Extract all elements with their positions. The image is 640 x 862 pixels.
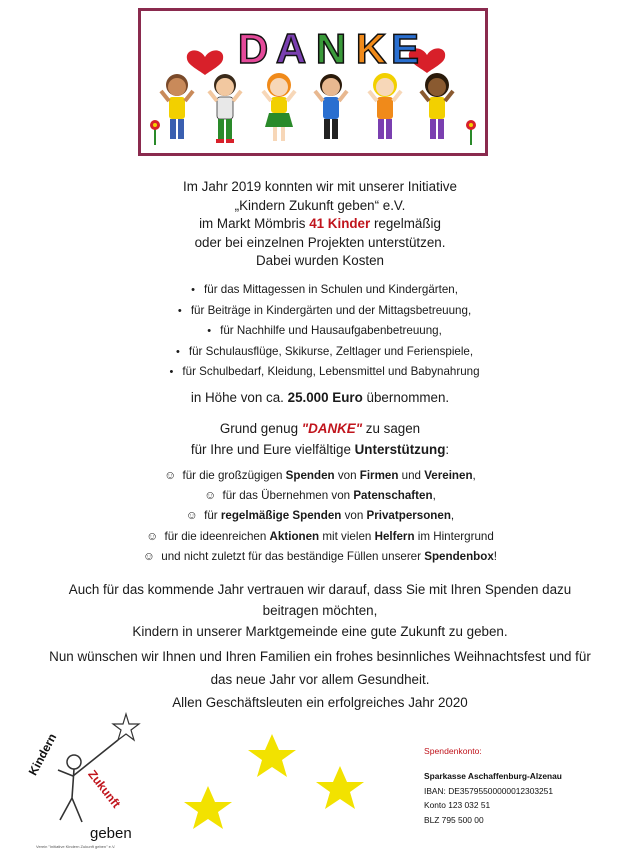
closing-line: Auch für das kommende Jahr vertrauen wir darauf, dass Sie mit Ihren Spenden dazu bbox=[68, 582, 572, 597]
child-figure bbox=[369, 73, 401, 139]
banner-letter: A bbox=[275, 25, 307, 72]
intro-line3-suffix: regelmäßig bbox=[370, 216, 441, 232]
text-part: und nicht zuletzt für das beständige Füllen unserer bbox=[161, 549, 425, 563]
intro-line bbox=[0, 215, 640, 234]
bank-account-title: Spendenkonto: bbox=[424, 746, 482, 756]
logo-word-geben: geben bbox=[90, 825, 132, 842]
thanks-heading bbox=[0, 418, 640, 460]
list-item bbox=[0, 486, 640, 506]
text-part: , bbox=[450, 509, 455, 523]
cost-total bbox=[0, 389, 640, 408]
organization-logo bbox=[14, 712, 144, 852]
text-part: für die ideenreichen bbox=[164, 529, 270, 543]
thanks-line1-prefix: Grund genug bbox=[219, 421, 302, 436]
cost-list bbox=[0, 280, 640, 383]
thanks-list bbox=[0, 466, 640, 567]
bank-name: Sparkasse Aschaffenburg-Alzenau bbox=[424, 771, 562, 782]
cost-total-prefix: in Höhe von ca. bbox=[190, 390, 288, 405]
text-part: , bbox=[472, 469, 476, 482]
star-icon bbox=[184, 786, 232, 829]
child-figure bbox=[421, 73, 453, 139]
danke-quote: "DANKE" bbox=[301, 421, 363, 436]
logo-word-kindern: Kindern bbox=[25, 731, 60, 778]
list-item bbox=[0, 547, 640, 567]
smiley-icon: ☺ bbox=[185, 509, 198, 523]
list-item-text: für Beiträge in Kindergärten und der Mittagsbetreuung, bbox=[190, 303, 472, 317]
thanks-line bbox=[0, 439, 640, 460]
banner-letter: D bbox=[237, 25, 269, 72]
cost-total-suffix: übernommen. bbox=[362, 390, 450, 405]
logo-figure-head bbox=[67, 755, 81, 769]
bullet-icon: • bbox=[191, 284, 195, 296]
star-icon bbox=[248, 734, 296, 777]
wishes-line: das neue Jahr vor allem Gesundheit. bbox=[210, 672, 430, 687]
text-part: und bbox=[398, 469, 425, 482]
text-part: Aktionen bbox=[269, 529, 320, 543]
text-part: Spendenbox bbox=[424, 549, 494, 563]
banner-letter: N bbox=[315, 25, 347, 72]
list-item bbox=[0, 466, 640, 486]
text-part: von bbox=[341, 509, 367, 523]
child-figure bbox=[161, 74, 193, 139]
closing-paragraph bbox=[0, 579, 640, 642]
text-part: Vereinen bbox=[424, 469, 473, 482]
text-part: für bbox=[204, 509, 221, 523]
list-item bbox=[0, 527, 640, 547]
list-item bbox=[0, 506, 640, 526]
wishes-line: Nun wünschen wir Ihnen und Ihren Familien ein frohes besinnliches Weihnachtsfest und für bbox=[49, 649, 591, 664]
list-item bbox=[0, 280, 640, 301]
text-part: Patenschaften bbox=[353, 489, 433, 503]
list-item bbox=[0, 342, 640, 363]
account-number: Konto 123 032 51 bbox=[424, 800, 491, 811]
text-part: Firmen bbox=[359, 469, 399, 482]
intro-line3-prefix: im Markt Mömbris bbox=[199, 216, 310, 232]
text-part: von bbox=[334, 469, 360, 482]
child-figure bbox=[209, 74, 241, 143]
banner-letter: E bbox=[390, 25, 420, 72]
banner-letter: K bbox=[355, 25, 387, 72]
thanks-line2-prefix: für Ihre und Eure vielfältige bbox=[190, 442, 355, 457]
thanks-line1-suffix: zu sagen bbox=[362, 421, 421, 436]
list-item bbox=[0, 321, 640, 342]
list-item bbox=[0, 301, 640, 322]
logo-star-icon bbox=[113, 714, 139, 740]
list-item-text: für Schulbedarf, Kleidung, Lebensmittel und Babynahrung bbox=[182, 365, 480, 378]
intro-paragraph bbox=[0, 178, 640, 271]
intro-line: „Kindern Zukunft geben“ e.V. bbox=[234, 197, 406, 213]
text-part: im Hintergrund bbox=[414, 529, 494, 543]
closing-line: beitragen möchten, bbox=[262, 603, 378, 618]
bank-code: BLZ 795 500 00 bbox=[424, 814, 484, 825]
bullet-icon: • bbox=[207, 325, 212, 337]
smiley-icon: ☺ bbox=[164, 469, 177, 482]
intro-line: Im Jahr 2019 konnten wir mit unserer Initiative bbox=[183, 179, 457, 194]
text-part: Spenden bbox=[285, 469, 335, 482]
stars-decoration bbox=[180, 732, 380, 842]
text-part: für das Übernehmen von bbox=[222, 489, 354, 503]
smiley-icon: ☺ bbox=[204, 489, 217, 503]
text-part: , bbox=[432, 489, 436, 503]
text-part: Privatpersonen bbox=[366, 509, 451, 523]
thanks-line bbox=[0, 418, 640, 439]
children-count: 41 Kinder bbox=[309, 216, 371, 232]
flower-icon bbox=[466, 120, 476, 145]
cost-total-amount: 25.000 Euro bbox=[287, 390, 363, 405]
thanks-line2-suffix: : bbox=[445, 442, 450, 457]
wishes-line: Allen Geschäftsleuten ein erfolgreiches Jahr 2020 bbox=[172, 695, 468, 710]
text-part: ! bbox=[493, 549, 498, 563]
list-item bbox=[0, 362, 640, 383]
bullet-icon: • bbox=[175, 345, 180, 358]
intro-line: oder bei einzelnen Projekten unterstützen. bbox=[194, 234, 446, 250]
banner-illustration bbox=[141, 11, 485, 153]
closing-line: Kindern in unserer Marktgemeinde eine gute Zukunft zu geben. bbox=[132, 624, 508, 639]
bank-account-info bbox=[424, 744, 562, 827]
list-item-text: für Schulausflüge, Skikurse, Zeltlager und Ferienspiele, bbox=[188, 344, 474, 358]
wishes-paragraph bbox=[0, 645, 640, 714]
bullet-icon: • bbox=[169, 366, 174, 378]
smiley-icon: ☺ bbox=[146, 529, 159, 543]
bullet-icon: • bbox=[177, 304, 182, 317]
flower-icon bbox=[150, 120, 160, 145]
list-item-text: für das Mittagessen in Schulen und Kindergärten, bbox=[204, 283, 458, 296]
heart-icon bbox=[187, 50, 223, 75]
iban: IBAN: DE35795500000012303251 bbox=[424, 785, 553, 796]
star-icon bbox=[316, 766, 364, 809]
text-part: für die großzügigen bbox=[182, 469, 286, 482]
intro-line: Dabei wurden Kosten bbox=[255, 253, 385, 269]
danke-banner bbox=[138, 8, 488, 156]
text-part: Helfern bbox=[374, 529, 415, 543]
logo-word-zukunft: Zukunft bbox=[85, 767, 124, 811]
child-figure bbox=[263, 73, 295, 141]
list-item-text: für Nachhilfe und Hausaufgabenbetreuung, bbox=[220, 324, 442, 337]
smiley-icon: ☺ bbox=[142, 549, 155, 563]
logo-caption: Verein "Initiative Kindern Zukunft geben" e.V. bbox=[36, 844, 116, 849]
logo-figure-body bbox=[58, 740, 118, 822]
child-figure bbox=[315, 74, 347, 139]
text-part: regelmäßige Spenden bbox=[220, 509, 342, 523]
text-part: mit vielen bbox=[319, 529, 375, 543]
support-word: Unterstützung bbox=[354, 442, 446, 457]
